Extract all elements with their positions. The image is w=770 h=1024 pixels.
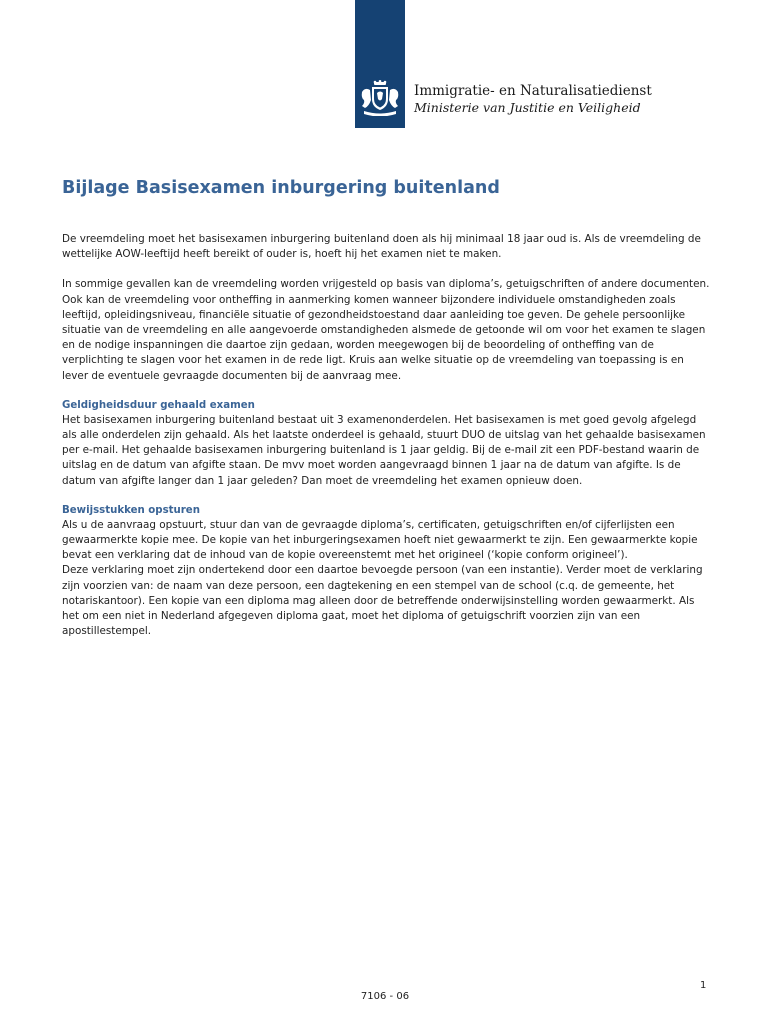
section-paragraph: Als u de aanvraag opstuurt, stuur dan van de gevraagde diploma’s, certificaten, getuigschriften en/of cijferlijsten een gewaarmerkte kopie mee. De kopie van het inburgeringsexamen hoeft niet gewaarmerkt te zijn. Een gewaarmerkte kopie bevat een verklaring dat de inhoud van de kopie overeenstemt met het origineel (‘kopie conform origineel’).	[62, 518, 698, 562]
document-title: Bijlage Basisexamen inburgering buitenland	[62, 178, 500, 198]
ministry-name: Ministerie van Justitie en Veiligheid	[414, 100, 641, 115]
section-heading: Bewijsstukken opsturen	[62, 504, 200, 516]
section-heading: Geldigheidsduur gehaald examen	[62, 399, 255, 411]
section-evidence	[62, 504, 710, 640]
intro-paragraph: In sommige gevallen kan de vreemdeling worden vrijgesteld op basis van diploma’s, getuigschriften of andere documenten. Ook kan de vreemdeling voor ontheffing in aanmerking komen wanneer bijzondere individuele omstandigheden zoals leeftijd, opleidingsniveau, financiële situatie of gezondheidstoestand daar aanleiding toe geven. De gehele persoonlijke situatie van de vreemdeling en alle aangevoerde omstandigheden alsmede de getoonde wil om voor het examen te slagen en de nodige inspanningen die daartoe zijn gedaan, worden meegewogen bij de beoordeling of ontheffing van de verplichting te slagen voor het examen in de rede ligt. Kruis aan welke situatie op de vreemdeling van toepassing is en lever de eventuele gevraagde documenten bij de aanvraag mee.	[62, 278, 710, 382]
logo-ribbon	[355, 0, 405, 128]
section-paragraph: Het basisexamen inburgering buitenland bestaat uit 3 examenonderdelen. Het basisexamen is met goed gevolg afgelegd als alle onderdelen zijn gehaald. Als het laatste onderdeel is gehaald, stuurt DUO de uitslag van het gehaalde basisexamen per e-mail. Het gehaalde basisexamen inburgering buitenland is 1 jaar geldig. Bij de e-mail zit een PDF-bestand waarin de uitslag en de datum van afgifte staan. De mvv moet worden aangevraagd binnen 1 jaar na de datum van afgifte. Is de datum van afgifte langer dan 1 jaar geleden? Dan moet de vreemdeling het examen opnieuw doen.	[62, 413, 706, 487]
organization-header	[414, 83, 652, 116]
form-code: 7106 - 06	[360, 991, 410, 1002]
intro-paragraph: De vreemdeling moet het basisexamen inburgering buitenland doen als hij minimaal 18 jaar oud is. Als de vreemdeling de wettelijke AOW-leeftijd heeft bereikt of ouder is, hoeft hij het examen niet te maken.	[62, 233, 701, 261]
page-number: 1	[700, 980, 707, 991]
organization-name: Immigratie- en Naturalisatiedienst	[414, 83, 652, 99]
coat-of-arms-icon	[359, 80, 401, 116]
section-paragraph: Deze verklaring moet zijn ondertekend door een daartoe bevoegde persoon (van een instantie). Verder moet de verklaring zijn voorzien van: de naam van deze persoon, een dagtekening en een stempel van de school (c.q. de gemeente, het notariskantoor). Een kopie van een diploma mag alleen door de betreffende onderwijsinstelling worden gewaarmerkt. Als het om een niet in Nederland afgegeven diploma gaat, moet het diploma of getuigschrift voorzien zijn van een apostillestempel.	[62, 564, 703, 638]
document-body	[62, 232, 710, 654]
section-validity	[62, 399, 710, 489]
